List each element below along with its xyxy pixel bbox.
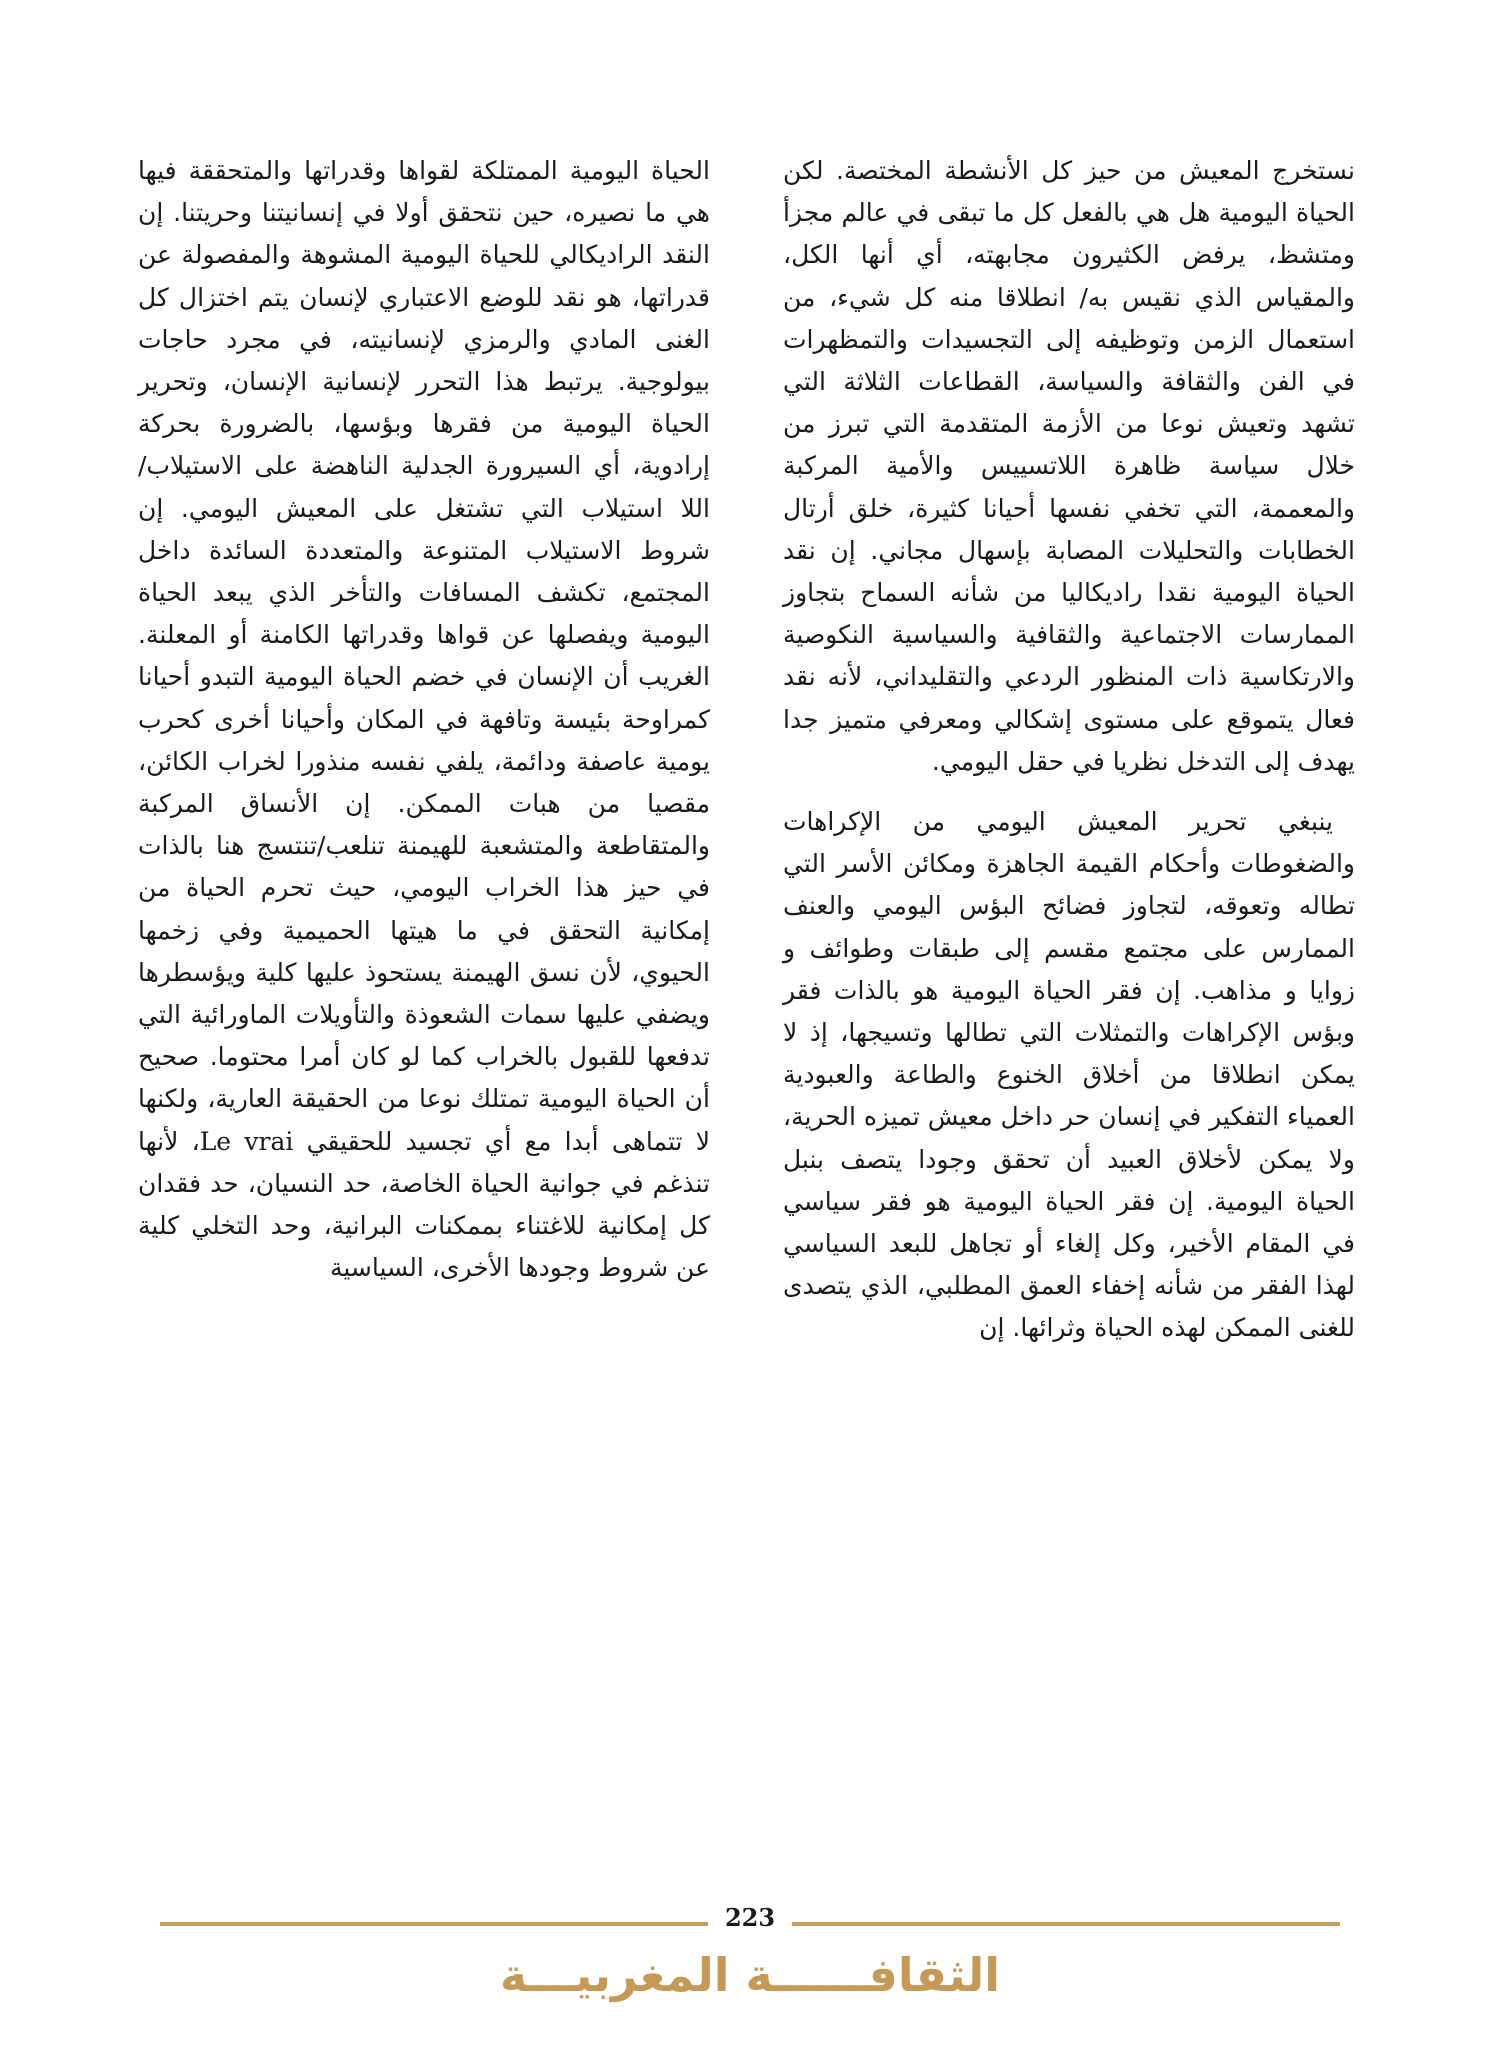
text-column-left: [138, 150, 710, 1289]
paragraph: نستخرج المعيش من حيز كل الأنشطة المختصة. لكن الحياة اليومية هل هي بالفعل كل ما تبقى في عالم مجزأ ومتشظ، يرفض الكثيرون مجابهته، أي أنها الكل، والمقياس الذي نقيس به/ انطلاقا منه كل شيء، من استعمال الزمن وتوظيفه إلى التجسيدات والتمظهرات في الفن والثقافة والسياسة، القطاعات الثلاثة التي تشهد وتعيش نوعا من الأزمة المتقدمة التي تبرز من خلال سياسة ظاهرة اللاتسييس والأمية المركبة والمعممة، التي تخفي نفسها أحيانا كثيرة، خلق أرتال الخطابات والتحليلات المصابة بإسهال مجاني. إن نقد الحياة اليومية نقدا راديكاليا من شأنه السماح بتجاوز الممارسات الاجتماعية والثقافية والسياسية النكوصية والارتكاسية ذات المنظور الردعي والتقليداني، لأنه نقد فعال يتموقع على مستوى إشكالي ومعرفي متميز جدا يهدف إلى التدخل نظريا في حقل اليومي.: [783, 156, 1355, 776]
paragraph: [138, 150, 710, 1289]
footer-divider-right: [792, 1922, 1340, 1926]
latin-term: Le vrai: [199, 1126, 294, 1156]
journal-masthead: الثقافــــــة المغربيـــة: [499, 1948, 1001, 2002]
text-column-right: [783, 150, 1355, 1350]
page-number: 223: [724, 1903, 776, 1932]
paragraph: ينبغي تحرير المعيش اليومي من الإكراهات والضغوطات وأحكام القيمة الجاهزة ومكائن الأسر التي تطاله وتعوقه، لتجاوز فضائح البؤس اليومي والعنف الممارس على مجتمع مقسم إلى طبقات وطوائف و زوايا و مذاهب. إن فقر الحياة اليومية هو بالذات فقر وبؤس الإكراهات والتمثلات التي تطالها وتسيجها، إذ لا يمكن انطلاقا من أخلاق الخنوع والطاعة والعبودية العمياء التفكير في إنسان حر داخل معيش تميزه الحرية، ولا يمكن لأخلاق العبيد أن تحقق وجودا يتصف بنبل الحياة اليومية. إن فقر الحياة اليومية هو فقر سياسي في المقام الأخير، وكل إلغاء أو تجاهل للبعد السياسي لهذا الفقر من شأنه إخفاء العمق المطلبي، الذي يتصدى للغنى الممكن لهذه الحياة وثرائها. إن: [783, 807, 1355, 1343]
paragraph-text: ، لأنها تنذغم في جوانية الحياة الخاصة، حد النسيان، حد فقدان كل إمكانية للاغتناء بممكنات البرانية، وحد التخلي كلية عن شروط وجودها الأخرى، السياسية: [138, 1126, 710, 1283]
footer-divider-left: [160, 1922, 708, 1926]
paragraph-text: الحياة اليومية الممتلكة لقواها وقدراتها والمتحققة فيها هي ما نصيره، حين نتحقق أولا في إنسانيتنا وحريتنا. إن النقد الراديكالي للحياة اليومية المشوهة والمفصولة عن قدراتها، هو نقد للوضع الاعتباري لإنسان يتم اختزال كل الغنى المادي والرمزي لإنسانيته، في مجرد حاجات بيولوجية. يرتبط هذا التحرر لإنسانية الإنسان، وتحرير الحياة اليومية من فقرها وبؤسها، بالضرورة بحركة إرادوية، أي السيرورة الجدلية الناهضة على الاستيلاب/اللا استيلاب التي تشتغل على المعيش اليومي. إن شروط الاستيلاب المتنوعة والمتعددة السائدة داخل المجتمع، تكشف المسافات والتأخر الذي يبعد الحياة اليومية ويفصلها عن قواها وقدراتها الكامنة أو المعلنة. الغريب أن الإنسان في خضم الحياة اليومية التبدو أحيانا كمراوحة بئيسة وتافهة في المكان وأحيانا أخرى كحرب يومية عاصفة ودائمة، يلفي نفسه منذورا لخراب الكائن، مقصيا من هبات الممكن. إن الأنساق المركبة والمتقاطعة والمتشعبة للهيمنة تنلعب/تنتسج هنا بالذات في حيز هذا الخراب اليومي، حيث تحرم الحياة من إمكانية التحقق في ما هيتها الحميمية وفي زخمها الحيوي، لأن نسق الهيمنة يستحوذ عليها كلية ويؤسطرها ويضفي عليها سمات الشعوذة والتأويلات الماورائية التي تدفعها للقبول بالخراب كما لو كان أمرا محتوما. صحيح أن الحياة اليومية تمتلك نوعا من الحقيقة العارية، ولكنها لا تتماهى أبدا مع أي تجسيد للحقيقي: [138, 156, 710, 1156]
